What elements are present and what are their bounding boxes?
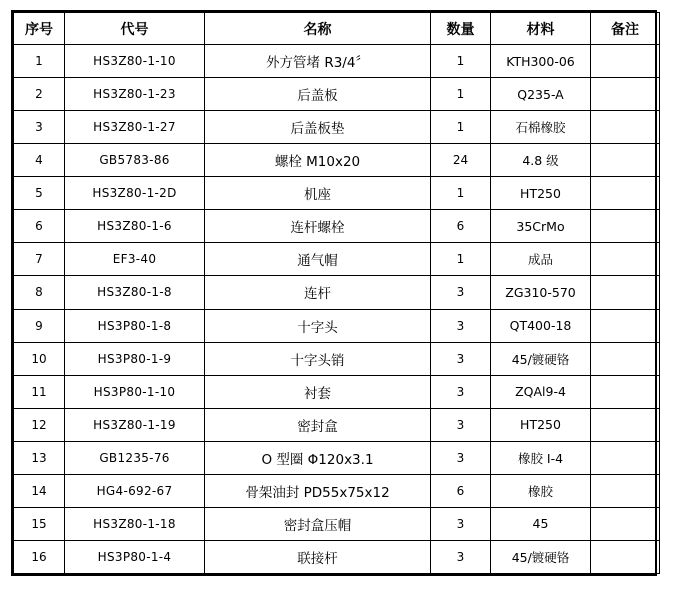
cell-quantity: 1 [431, 45, 491, 78]
table-row [14, 342, 660, 375]
cell-index: 11 [14, 375, 65, 408]
cell-remarks [591, 177, 660, 210]
table-row [14, 210, 660, 243]
cell-index: 14 [14, 474, 65, 507]
cell-quantity: 1 [431, 111, 491, 144]
cell-index: 12 [14, 408, 65, 441]
cell-quantity: 3 [431, 309, 491, 342]
cell-index: 16 [14, 540, 65, 573]
cell-quantity: 1 [431, 78, 491, 111]
cell-index: 2 [14, 78, 65, 111]
cell-material: HT250 [491, 177, 591, 210]
cell-material: ZG310-570 [491, 276, 591, 309]
cell-code: EF3-40 [65, 243, 205, 276]
cell-quantity: 3 [431, 276, 491, 309]
table-row [14, 375, 660, 408]
parts-list-table-frame [11, 10, 657, 576]
header-remarks: 备注 [591, 13, 660, 45]
header-material: 材料 [491, 13, 591, 45]
cell-material: Q235-A [491, 78, 591, 111]
cell-name: 连杆 [205, 276, 431, 309]
cell-quantity: 3 [431, 441, 491, 474]
cell-quantity: 1 [431, 243, 491, 276]
cell-remarks [591, 276, 660, 309]
cell-code: HG4-692-67 [65, 474, 205, 507]
cell-code: GB1235-76 [65, 441, 205, 474]
table-body [14, 45, 660, 574]
cell-index: 13 [14, 441, 65, 474]
cell-index: 3 [14, 111, 65, 144]
header-code: 代号 [65, 13, 205, 45]
cell-quantity: 6 [431, 210, 491, 243]
cell-material: 成品 [491, 243, 591, 276]
table-row [14, 243, 660, 276]
cell-material: 45/镀硬铬 [491, 342, 591, 375]
cell-remarks [591, 210, 660, 243]
cell-name: 通气帽 [205, 243, 431, 276]
cell-material: 橡胶 [491, 474, 591, 507]
cell-code: HS3Z80-1-6 [65, 210, 205, 243]
cell-index: 8 [14, 276, 65, 309]
cell-quantity: 3 [431, 342, 491, 375]
table-row [14, 276, 660, 309]
table-row [14, 408, 660, 441]
cell-code: GB5783-86 [65, 144, 205, 177]
cell-remarks [591, 144, 660, 177]
cell-name: 后盖板 [205, 78, 431, 111]
cell-name: 后盖板垫 [205, 111, 431, 144]
cell-code: HS3Z80-1-19 [65, 408, 205, 441]
cell-material: 35CrMo [491, 210, 591, 243]
cell-quantity: 3 [431, 408, 491, 441]
cell-code: HS3Z80-1-23 [65, 78, 205, 111]
cell-code: HS3P80-1-10 [65, 375, 205, 408]
table-row [14, 540, 660, 573]
table-row [14, 309, 660, 342]
cell-name: 联接杆 [205, 540, 431, 573]
cell-quantity: 6 [431, 474, 491, 507]
cell-material: KTH300-06 [491, 45, 591, 78]
cell-name: O 型圈 Φ120x3.1 [205, 441, 431, 474]
cell-material: QT400-18 [491, 309, 591, 342]
cell-name: 密封盒 [205, 408, 431, 441]
cell-index: 5 [14, 177, 65, 210]
cell-remarks [591, 408, 660, 441]
cell-code: HS3Z80-1-8 [65, 276, 205, 309]
cell-remarks [591, 540, 660, 573]
cell-quantity: 1 [431, 177, 491, 210]
cell-name: 十字头销 [205, 342, 431, 375]
header-name: 名称 [205, 13, 431, 45]
cell-quantity: 3 [431, 540, 491, 573]
table-row [14, 177, 660, 210]
parts-list-table [13, 12, 660, 574]
table-row [14, 144, 660, 177]
table-row [14, 441, 660, 474]
cell-code: HS3P80-1-8 [65, 309, 205, 342]
cell-material: 石棉橡胶 [491, 111, 591, 144]
cell-code: HS3P80-1-4 [65, 540, 205, 573]
cell-remarks [591, 309, 660, 342]
cell-name: 机座 [205, 177, 431, 210]
cell-index: 1 [14, 45, 65, 78]
cell-name: 骨架油封 PD55x75x12 [205, 474, 431, 507]
cell-code: HS3P80-1-9 [65, 342, 205, 375]
cell-code: HS3Z80-1-27 [65, 111, 205, 144]
cell-remarks [591, 111, 660, 144]
cell-code: HS3Z80-1-10 [65, 45, 205, 78]
table-row [14, 474, 660, 507]
cell-material: 4.8 级 [491, 144, 591, 177]
cell-material: 45/镀硬铬 [491, 540, 591, 573]
cell-index: 4 [14, 144, 65, 177]
cell-name: 衬套 [205, 375, 431, 408]
table-row [14, 111, 660, 144]
cell-code: HS3Z80-1-18 [65, 507, 205, 540]
table-row [14, 507, 660, 540]
cell-remarks [591, 375, 660, 408]
cell-code: HS3Z80-1-2D [65, 177, 205, 210]
cell-remarks [591, 507, 660, 540]
header-quantity: 数量 [431, 13, 491, 45]
cell-index: 9 [14, 309, 65, 342]
cell-quantity: 3 [431, 375, 491, 408]
cell-index: 7 [14, 243, 65, 276]
table-header-row [14, 13, 660, 45]
cell-name: 螺栓 M10x20 [205, 144, 431, 177]
cell-remarks [591, 342, 660, 375]
cell-remarks [591, 45, 660, 78]
cell-remarks [591, 78, 660, 111]
cell-index: 10 [14, 342, 65, 375]
cell-material: HT250 [491, 408, 591, 441]
cell-remarks [591, 474, 660, 507]
cell-material: 45 [491, 507, 591, 540]
cell-name: 连杆螺栓 [205, 210, 431, 243]
cell-quantity: 3 [431, 507, 491, 540]
cell-remarks [591, 441, 660, 474]
cell-name: 外方管堵 R3/4〞 [205, 45, 431, 78]
cell-index: 6 [14, 210, 65, 243]
cell-name: 密封盒压帽 [205, 507, 431, 540]
cell-index: 15 [14, 507, 65, 540]
table-row [14, 45, 660, 78]
cell-material: 橡胶 I-4 [491, 441, 591, 474]
header-index: 序号 [14, 13, 65, 45]
cell-material: ZQAl9-4 [491, 375, 591, 408]
cell-quantity: 24 [431, 144, 491, 177]
cell-remarks [591, 243, 660, 276]
table-row [14, 78, 660, 111]
cell-name: 十字头 [205, 309, 431, 342]
